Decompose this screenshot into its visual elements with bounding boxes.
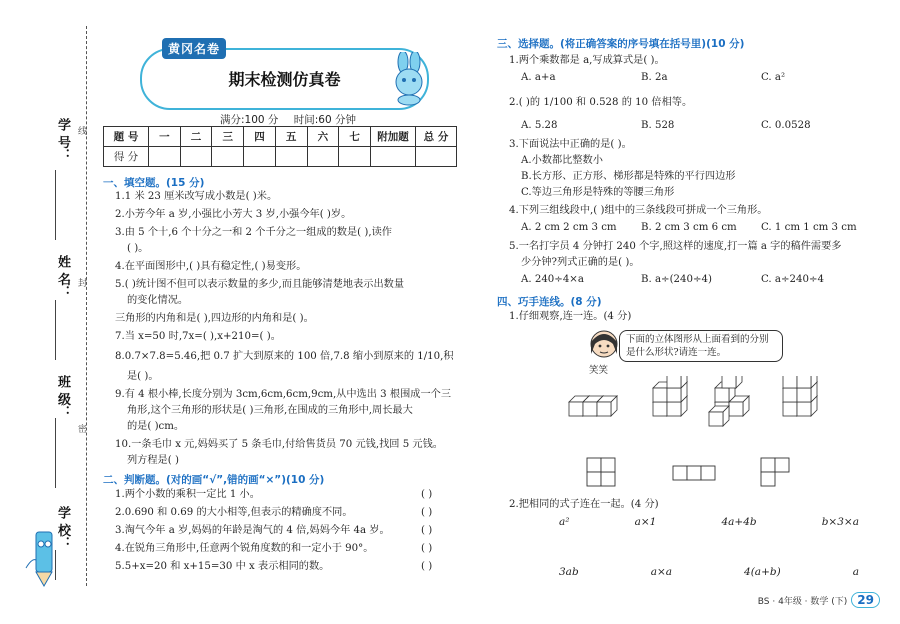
expr-row-top — [559, 516, 859, 528]
score-header-cell: 题 号 — [104, 127, 149, 147]
binding-sidebar — [0, 0, 98, 624]
option-b: B. 528 — [641, 120, 675, 131]
option-c: C. a÷240÷4 — [761, 274, 824, 285]
choice-q1-options — [521, 72, 881, 83]
solid-figure-2[interactable] — [653, 376, 687, 416]
choice-q2-options — [521, 120, 881, 131]
link-q2: 2.把相同的式子连在一起。(4 分) — [509, 499, 659, 510]
hint-dense: 密 — [78, 425, 88, 435]
judge-item — [115, 560, 465, 574]
fill-q1: 1.1 米 23 厘米改写成小数是( )米。 — [115, 191, 278, 202]
option-a: A. 5.28 — [521, 120, 558, 131]
judge-answer[interactable]: ( ) — [421, 561, 433, 572]
expr-item[interactable]: b×3×a — [821, 516, 859, 528]
rabbit-mascot-icon — [381, 52, 435, 106]
exam-title: 期末检测仿真卷 — [228, 70, 341, 89]
score-header-cell: 四 — [244, 127, 276, 147]
score-header-cell: 三 — [212, 127, 244, 147]
girl-name: 笑笑 — [589, 365, 609, 376]
fill-q3-cont: ( )。 — [127, 243, 149, 254]
option-b: B. 2 cm 3 cm 6 cm — [641, 222, 737, 233]
solid-figure-4[interactable] — [783, 376, 817, 416]
expr-item[interactable]: 3ab — [559, 566, 579, 578]
page-number: 29 — [851, 592, 880, 608]
fill-q3: 3.由 5 个十,6 个十分之一和 2 个千分之一组成的数是( ),读作 — [115, 227, 392, 238]
score-header-cell: 六 — [307, 127, 339, 147]
full-score: 满分:100 分 — [219, 114, 279, 126]
top-view-shape-1[interactable] — [587, 458, 615, 486]
expr-item[interactable]: 4a+4b — [721, 516, 757, 528]
class-label: 班 级： — [55, 375, 70, 419]
page-footer — [758, 592, 880, 608]
choice-q4: 4.下列三组线段中,( )组中的三条线段可拼成一个三角形。 — [509, 205, 768, 216]
hint-seal: 封 — [78, 279, 88, 289]
fill-q8: 8.0.7×7.8=5.46,把 0.7 扩大到原来的 100 倍,7.8 缩小到原来的 1/10,积 — [115, 351, 454, 362]
score-cell[interactable] — [339, 147, 371, 167]
judge-text: 4.在锐角三角形中,任意两个锐角度数的和一定小于 90°。 — [115, 543, 374, 554]
choice-q4-options — [521, 222, 881, 233]
exam-meta — [103, 112, 473, 127]
fill-q2: 2.小芳今年 a 岁,小强比小芳大 3 岁,小强今年( )岁。 — [115, 209, 352, 220]
top-view-shape-3[interactable] — [761, 458, 789, 486]
choice-q5-cont: 少分钟?列式正确的是( )。 — [521, 257, 640, 268]
speech-bubble: 下面的立体图形从上面看到的分别是什么形状?请连一连。 — [619, 330, 783, 362]
judge-text: 1.两个小数的乘积一定比 1 小。 — [115, 489, 260, 500]
fill-q7: 7.当 x=50 时,7x=( ),x+210=( )。 — [115, 331, 281, 342]
option-b: B. a÷(240÷4) — [641, 274, 712, 285]
judge-answer[interactable]: ( ) — [421, 525, 433, 536]
judge-answer[interactable]: ( ) — [421, 543, 433, 554]
score-header-cell: 五 — [275, 127, 307, 147]
choice-q1: 1.两个乘数都是 a,写成算式是( )。 — [509, 55, 665, 66]
expr-item[interactable]: 4(a+b) — [744, 566, 781, 578]
option-a: A. 240÷4×a — [521, 274, 584, 285]
expr-item[interactable]: a² — [559, 516, 570, 528]
title-banner — [140, 42, 429, 110]
expr-item[interactable]: a — [852, 566, 859, 578]
student-no-field[interactable] — [55, 170, 56, 240]
series-label: BS · 4年级 · 数学 (下) — [757, 596, 848, 607]
score-cell[interactable] — [180, 147, 212, 167]
hint-line: 线 — [78, 127, 88, 137]
fill-q9-cont: 角形,这个三角形的形状是( )三角形,在围成的三角形中,周长最大 — [127, 405, 413, 416]
score-header-cell: 附加题 — [371, 127, 416, 147]
solid-figure-1[interactable] — [569, 396, 617, 416]
choice-q5: 5.一名打字员 4 分钟打 240 个字,照这样的速度,打一篇 a 字的稿件需要多 — [509, 241, 842, 252]
cut-line — [86, 26, 87, 586]
fill-q4: 4.在平面图形中,( )具有稳定性,( )易变形。 — [115, 261, 307, 272]
score-cell[interactable] — [371, 147, 416, 167]
expr-item[interactable]: a×1 — [634, 516, 657, 528]
judge-text: 2.0.690 和 0.69 的大小相等,但表示的精确度不同。 — [115, 507, 353, 518]
fill-q5: 5.( )统计图不但可以表示数量的多少,而且能够清楚地表示出数量 — [115, 279, 405, 290]
fill-q6: 三角形的内角和是( ),四边形的内角和是( )。 — [115, 313, 314, 324]
fill-q8-cont: 是( )。 — [127, 371, 159, 382]
score-row-label: 得 分 — [104, 147, 149, 167]
score-header-cell: 七 — [339, 127, 371, 147]
section2-title: 二、判断题。(对的画“√”,错的画“×”)(10 分) — [103, 474, 325, 486]
option-c: C. 0.0528 — [761, 120, 811, 131]
judge-answer[interactable]: ( ) — [421, 507, 433, 518]
girl-avatar-icon — [585, 326, 623, 362]
judge-item — [115, 524, 465, 538]
section3-title: 三、选择题。(将正确答案的序号填在括号里)(10 分) — [497, 38, 745, 50]
fill-q5-cont: 的变化情况。 — [127, 295, 189, 306]
score-table — [103, 126, 457, 167]
score-cell[interactable] — [416, 147, 457, 167]
link-q1: 1.仔细观察,连一连。(4 分) — [509, 311, 632, 322]
judge-item — [115, 488, 465, 502]
name-field[interactable] — [55, 300, 56, 360]
judge-item — [115, 506, 465, 520]
pencil-mascot-icon — [22, 528, 66, 590]
option-b: B. 2a — [641, 72, 668, 83]
school-label: 学 校： — [55, 506, 70, 550]
block-figures — [565, 376, 855, 491]
judge-item — [115, 542, 465, 556]
fill-q10-cont: 列方程是( ) — [127, 455, 179, 466]
score-cell[interactable] — [244, 147, 276, 167]
brand-logo: 黄冈名卷 — [162, 38, 226, 59]
fill-q9: 9.有 4 根小棒,长度分别为 3cm,6cm,6cm,9cm,从中选出 3 根围成一个三 — [115, 389, 452, 400]
student-no-label: 学 号： — [55, 118, 70, 162]
score-header-cell: 二 — [180, 127, 212, 147]
option-a: A. 2 cm 2 cm 3 cm — [521, 222, 617, 233]
score-cell[interactable] — [275, 147, 307, 167]
class-field[interactable] — [55, 418, 56, 488]
score-cell[interactable] — [212, 147, 244, 167]
fill-q9-cont2: 的是( )cm。 — [127, 421, 185, 432]
option-c: C.等边三角形是特殊的等腰三角形 — [521, 187, 675, 198]
choice-q3: 3.下面说法中正确的是( )。 — [509, 139, 632, 150]
section4-title: 四、巧手连线。(8 分) — [497, 296, 602, 308]
name-label: 姓 名： — [55, 255, 70, 299]
fill-q10: 10.一条毛巾 x 元,妈妈买了 5 条毛巾,付给售货员 70 元钱,找回 5 元钱。 — [115, 439, 443, 450]
option-c: C. a² — [761, 72, 786, 83]
expr-row-bottom — [559, 566, 859, 578]
score-cell[interactable] — [307, 147, 339, 167]
score-header-row — [104, 127, 457, 147]
choice-q2: 2.( )的 1/100 和 0.528 的 10 倍相等。 — [509, 97, 693, 108]
judge-text: 3.淘气今年 a 岁,妈妈的年龄是淘气的 4 倍,妈妈今年 4a 岁。 — [115, 525, 390, 536]
option-a: A. a+a — [521, 72, 556, 83]
score-row — [104, 147, 457, 167]
expr-item[interactable]: a×a — [650, 566, 673, 578]
score-header-cell: 总 分 — [416, 127, 457, 147]
judge-text: 5.5+x=20 和 x+15=30 中 x 表示相同的数。 — [115, 561, 330, 572]
solid-figure-3[interactable] — [709, 376, 749, 426]
option-a: A.小数都比整数小 — [521, 155, 603, 166]
exam-time: 时间:60 分钟 — [293, 114, 356, 126]
section1-title: 一、填空题。(15 分) — [103, 177, 205, 189]
option-c: C. 1 cm 1 cm 3 cm — [761, 222, 857, 233]
score-cell[interactable] — [149, 147, 181, 167]
top-view-shape-2[interactable] — [673, 466, 715, 480]
score-header-cell: 一 — [149, 127, 181, 147]
choice-q5-options — [521, 274, 881, 285]
judge-answer[interactable]: ( ) — [421, 489, 433, 500]
option-b: B.长方形、正方形、梯形都是特殊的平行四边形 — [521, 171, 736, 182]
